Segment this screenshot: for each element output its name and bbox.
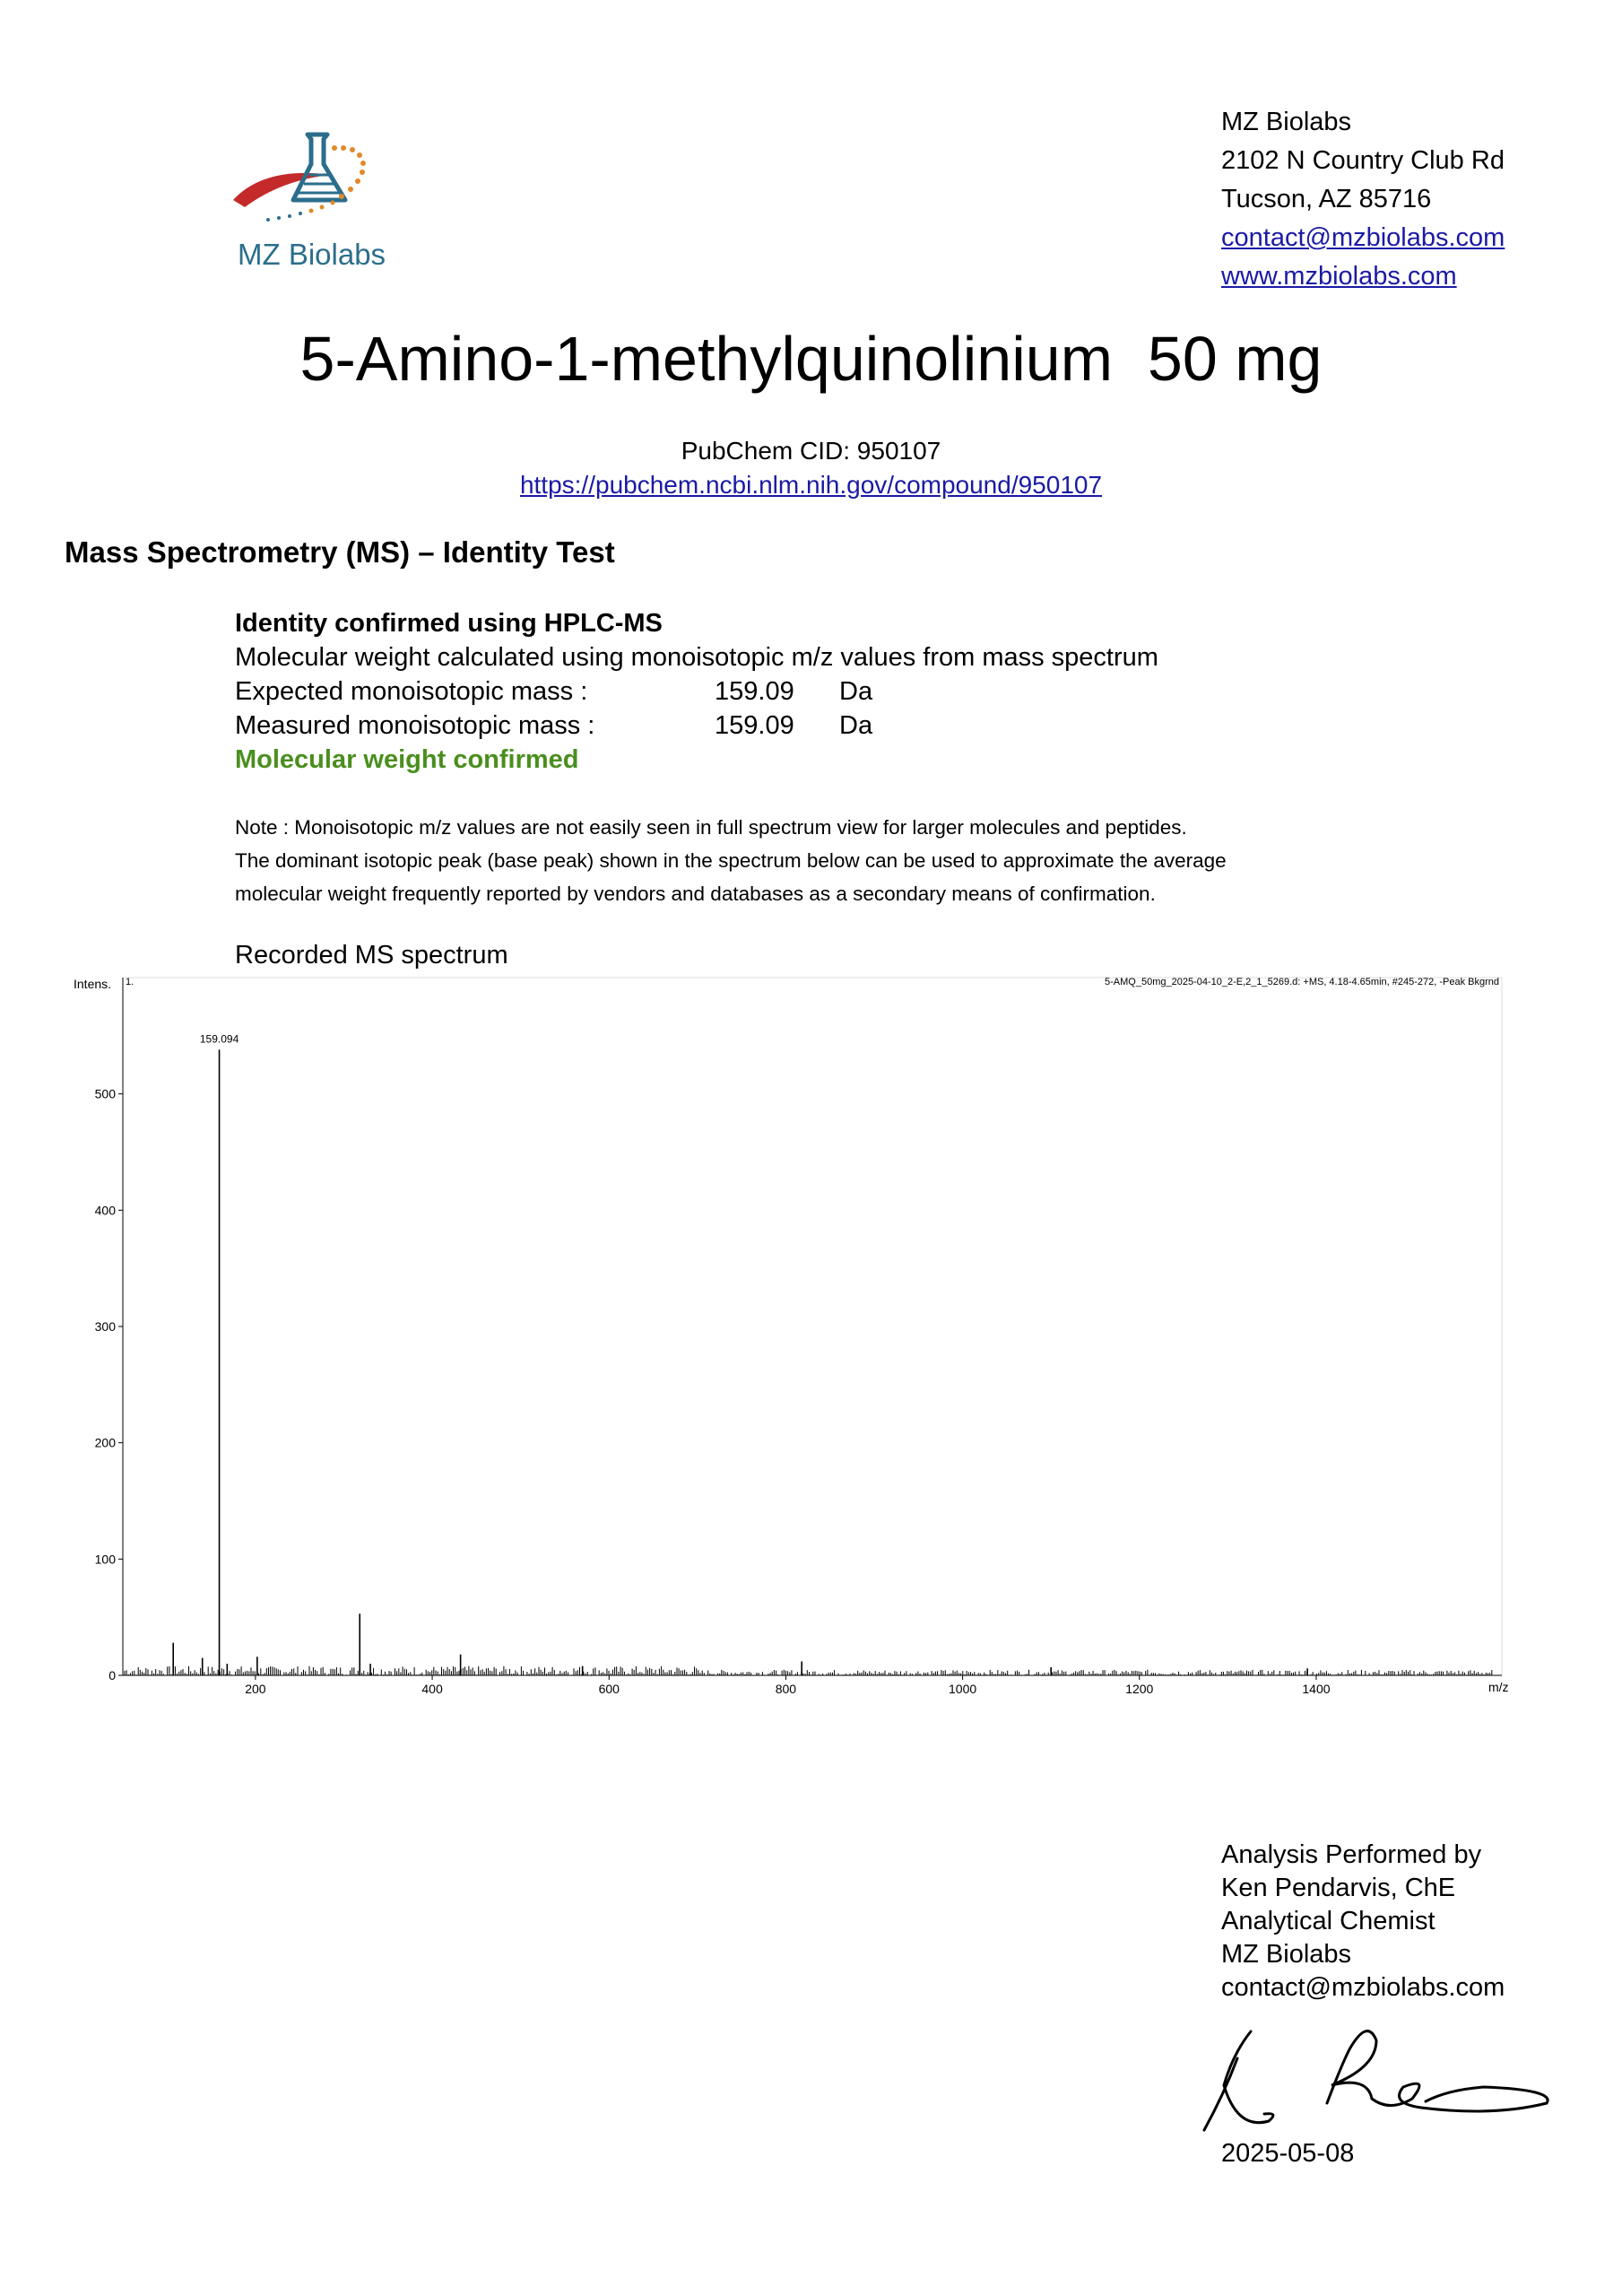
baseline-noise <box>125 1666 1492 1675</box>
spectrum-heading: Recorded MS spectrum <box>235 941 508 970</box>
analyst-email: contact@mzbiolabs.com <box>1221 1973 1505 2002</box>
identity-heading: Identity confirmed using HPLC-MS <box>235 609 663 638</box>
signature-graphic <box>1197 2013 1556 2139</box>
measured-mass-unit: Da <box>839 711 873 740</box>
website-link[interactable]: www.mzbiolabs.com <box>1221 262 1457 291</box>
measured-mass-value: 159.09 <box>715 711 794 740</box>
note-line: Note : Monoisotopic m/z values are not easily seen in full spectrum view for larger molecules and peptides. <box>235 816 1187 839</box>
identity-block <box>235 606 1158 777</box>
y-tick-label: 100 <box>94 1552 116 1567</box>
analyst-block <box>1221 1839 1505 2005</box>
y-tick-label: 400 <box>94 1203 116 1218</box>
x-tick-label: 200 <box>245 1682 266 1696</box>
file-label: 5-AMQ_50mg_2025-04-10_2-E,2_1_5269.d: +MS, 4.18-4.65min, #245-272, -Peak Bkgrnd <box>1105 977 1499 987</box>
company-address <box>1221 103 1505 296</box>
y-axis-label: Intens. <box>74 977 112 991</box>
company-name: MZ Biolabs <box>1221 108 1352 136</box>
expected-mass-label: Expected monoisotopic mass : <box>235 677 588 706</box>
x-tick-label: 1400 <box>1302 1682 1331 1696</box>
spectrum-svg <box>54 969 1509 1704</box>
x-tick-label: 1200 <box>1125 1682 1154 1696</box>
city-address: Tucson, AZ 85716 <box>1221 185 1432 213</box>
logo-text: MZ Biolabs <box>238 238 386 271</box>
pubchem-info <box>0 434 1622 502</box>
note-block <box>235 811 1227 910</box>
measured-mass-label: Measured monoisotopic mass : <box>235 711 595 740</box>
note-line: The dominant isotopic peak (base peak) shown in the spectrum below can be used to approximate the average <box>235 849 1227 872</box>
plot-frame <box>123 978 1502 1675</box>
identity-description: Molecular weight calculated using monoisotopic m/z values from mass spectrum <box>235 643 1158 672</box>
expected-mass-unit: Da <box>839 677 873 706</box>
y-tick-label: 300 <box>94 1319 116 1334</box>
pubchem-link[interactable]: https://pubchem.ncbi.nlm.nih.gov/compound/950107 <box>519 471 1103 499</box>
measured-mass-row <box>235 709 1158 743</box>
analyst-line: Analysis Performed by <box>1221 1840 1482 1869</box>
corner-label: 1. <box>126 977 134 987</box>
analyst-company: MZ Biolabs <box>1221 1940 1352 1969</box>
peak-label: 159.094 <box>199 1032 239 1046</box>
expected-mass-value: 159.09 <box>715 677 794 706</box>
x-tick-label: 600 <box>598 1682 620 1696</box>
ms-spectrum-chart <box>54 969 1509 1704</box>
flask-logo-icon <box>229 130 408 238</box>
section-title: Mass Spectrometry (MS) – Identity Test <box>65 535 615 569</box>
axis-lines <box>123 978 1502 1675</box>
y-tick-label: 0 <box>108 1668 116 1683</box>
y-tick-label: 500 <box>94 1086 116 1101</box>
signature <box>1197 2013 1556 2139</box>
x-tick-label: 1000 <box>949 1682 977 1696</box>
analyst-title: Analytical Chemist <box>1221 1907 1436 1935</box>
pubchem-cid: PubChem CID: 950107 <box>681 437 941 465</box>
expected-mass-row <box>235 674 1158 709</box>
street-address: 2102 N Country Club Rd <box>1221 146 1505 175</box>
email-link[interactable]: contact@mzbiolabs.com <box>1221 223 1505 252</box>
x-axis-label: m/z <box>1488 1680 1509 1694</box>
note-line: molecular weight frequently reported by vendors and databases as a secondary means of confirmation. <box>235 883 1156 905</box>
y-tick-label: 200 <box>94 1435 116 1450</box>
company-logo <box>229 130 408 274</box>
analyst-name: Ken Pendarvis, ChE <box>1221 1874 1456 1902</box>
product-title: 5-Amino-1-methylquinolinium 50 mg <box>299 324 1323 394</box>
x-tick-label: 400 <box>421 1682 443 1696</box>
x-tick-label: 800 <box>775 1682 797 1696</box>
result-text: Molecular weight confirmed <box>235 745 579 774</box>
report-date: 2025-05-08 <box>1221 2139 1355 2168</box>
